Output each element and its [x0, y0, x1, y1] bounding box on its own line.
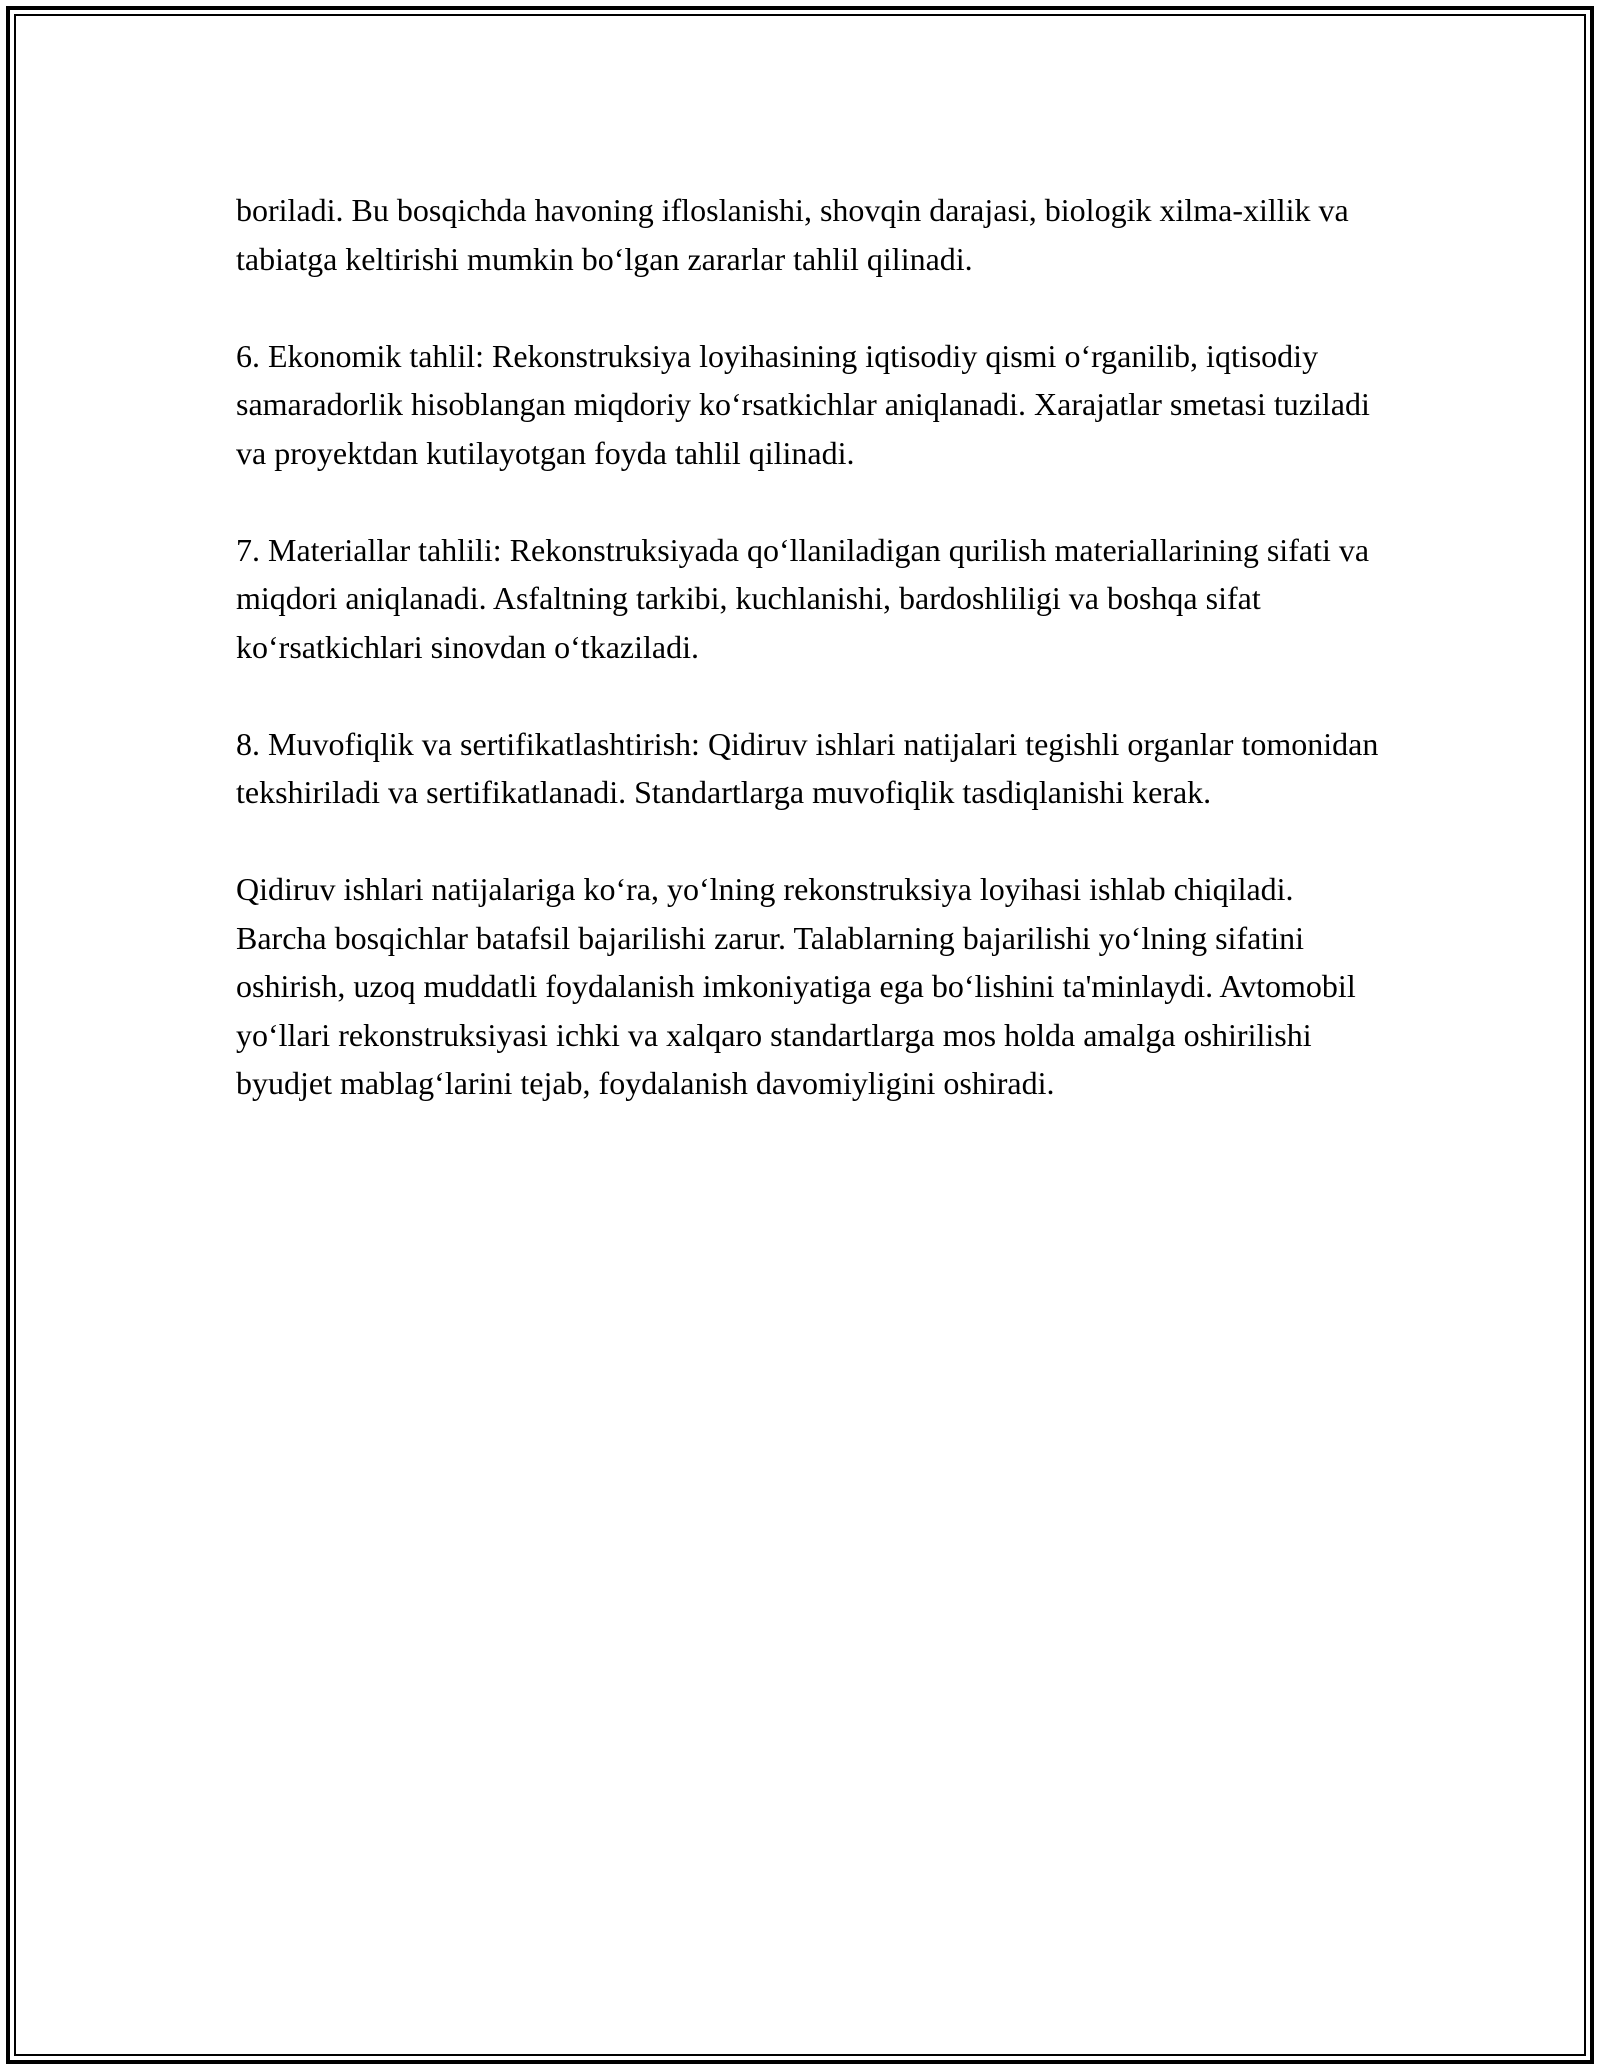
document-body [236, 186, 1386, 1156]
paragraph-materials-analysis: 7. Materiallar tahlili: Rekonstruksiyada qo‘llaniladigan qurilish materiallarining sifati va miqdori aniqlanadi. Asfaltning tarkibi, kuchlanishi, bardoshliligi va boshqa sifat ko‘rsatkichlari sinovdan o‘tkaziladi. [236, 531, 1370, 665]
paragraph-environmental-continuation: boriladi. Bu bosqichda havoning ifloslanishi, shovqin darajasi, biologik xilma-xillik va tabiatga keltirishi mumkin bo‘lgan zararlar tahlil qilinadi. [236, 192, 1349, 277]
paragraph-compliance-certification: 8. Muvofiqlik va sertifikatlashtirish: Qidiruv ishlari natijalari tegishli organlar tomonidan tekshiriladi va sertifikatlanadi. Standartlarga muvofiqlik tasdiqlanishi kerak. [236, 725, 1379, 810]
paragraph-economic-analysis: 6. Ekonomik tahlil: Rekonstruksiya loyihasining iqtisodiy qismi o‘rganilib, iqtisodiy samaradorlik hisoblangan miqdoriy ko‘rsatkichlar aniqlanadi. Xarajatlar smetasi tuziladi va proyektdan kutilayotgan foyda tahlil qilinadi. [236, 337, 1370, 471]
paragraph-conclusion: Qidiruv ishlari natijalariga ko‘ra, yo‘lning rekonstruksiya loyihasi ishlab chiqiladi. Barcha bosqichlar batafsil bajarilishi zarur. Talablarning bajarilishi yo‘lning sifatini oshirish, uzoq muddatli foydalanish imkoniyatiga ega bo‘lishini ta'minlaydi. Avtomobil yo‘llari rekonstruksiyasi ichki va xalqaro standartlarga mos holda amalga oshirilishi byudjet mablag‘larini tejab, foydalanish davomiyligini oshiradi. [236, 871, 1356, 1101]
